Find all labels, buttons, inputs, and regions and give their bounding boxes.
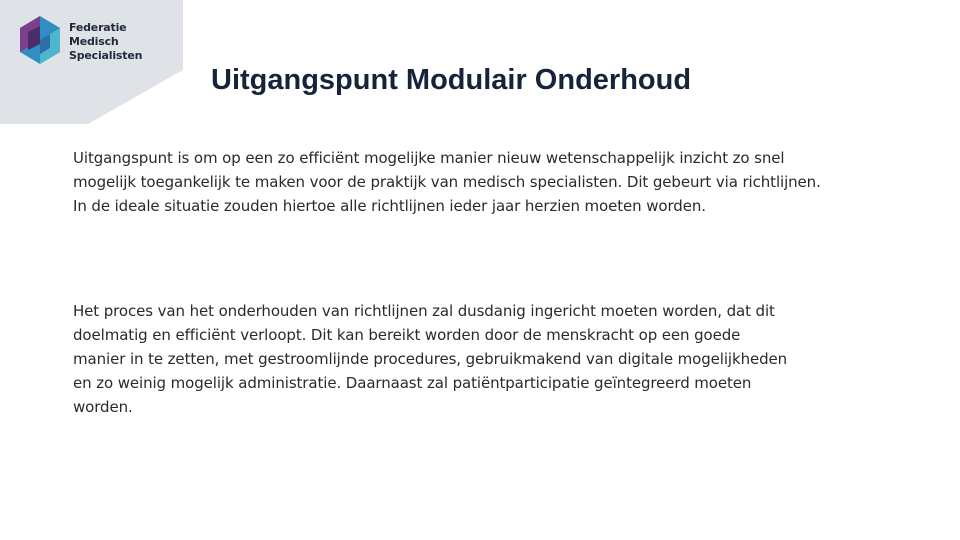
slide-title: Uitgangspunt Modulair Onderhoud (211, 64, 692, 96)
paragraph-line: Uitgangspunt is om op een zo efficiënt mogelijke manier nieuw wetenschappelijk inzicht zo snel (73, 149, 785, 167)
paragraph-line: In de ideale situatie zouden hiertoe alle richtlijnen ieder jaar herzien moeten worden. (73, 197, 706, 215)
hexagon-logo-icon (14, 14, 66, 66)
body-paragraph-1 (73, 146, 821, 218)
paragraph-line: Het proces van het onderhouden van richtlijnen zal dusdanig ingericht moeten worden, dat dit (73, 302, 775, 320)
paragraph-line: worden. (73, 398, 133, 416)
paragraph-line: en zo weinig mogelijk administratie. Daarnaast zal patiëntparticipatie geïntegreerd moeten (73, 374, 752, 392)
logo-line: Medisch (69, 35, 119, 48)
logo-wordmark (69, 21, 142, 63)
paragraph-line: mogelijk toegankelijk te maken voor de praktijk van medisch specialisten. Dit gebeurt via richtlijnen. (73, 173, 821, 191)
paragraph-line: manier in te zetten, met gestroomlijnde procedures, gebruikmakend van digitale mogelijkheden (73, 350, 788, 368)
logo-line: Federatie (69, 21, 127, 34)
logo-line: Specialisten (69, 49, 143, 62)
paragraph-line: doelmatig en efficiënt verloopt. Dit kan bereikt worden door de menskracht op een goede (73, 326, 741, 344)
body-paragraph-2 (73, 299, 787, 419)
logo (14, 14, 164, 70)
